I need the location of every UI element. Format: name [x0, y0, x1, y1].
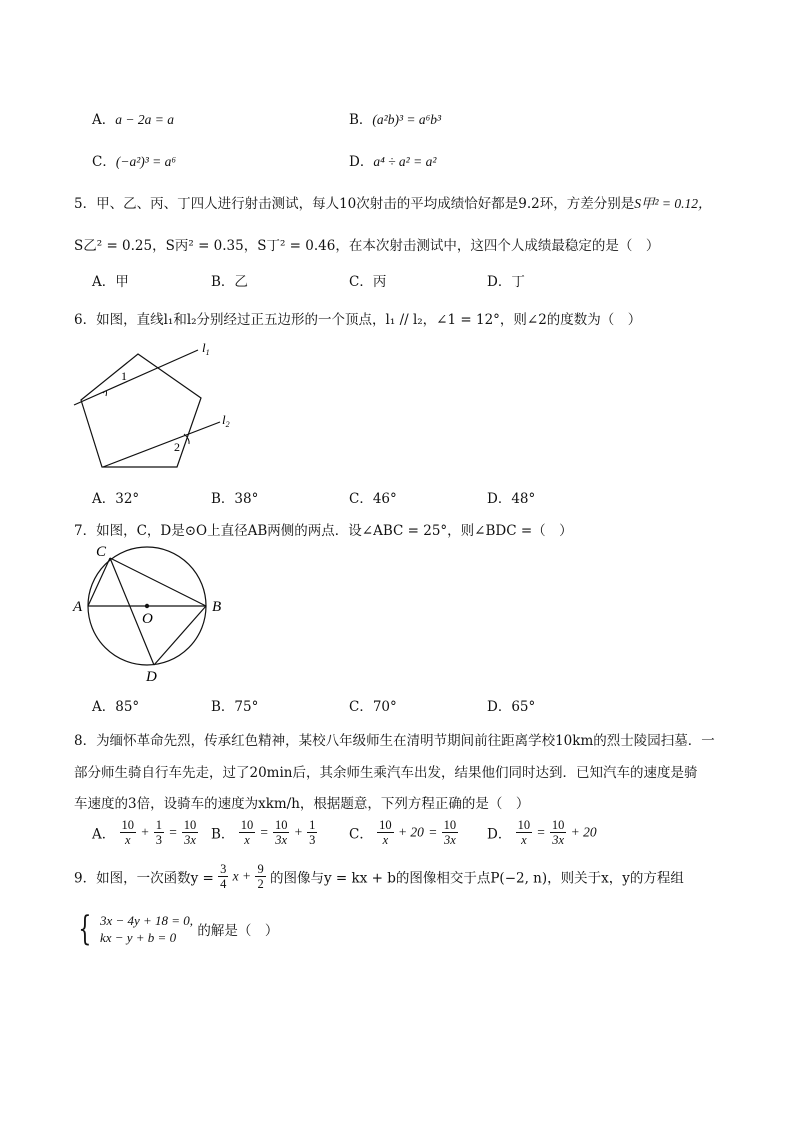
label-l2: $l_2$: [222, 412, 230, 429]
option-label: C．: [92, 154, 116, 170]
q4-option-b[interactable]: [349, 108, 441, 128]
option-expr: (−a²)³ = a⁶: [115, 154, 177, 169]
fraction: $\frac{1}{3}$: [309, 818, 316, 847]
q9-equation-system: [74, 909, 279, 949]
q6-option-b[interactable]: [211, 487, 258, 507]
label-angle2: 2: [174, 440, 180, 454]
q8-option-b[interactable]: [211, 818, 317, 847]
option-label: A．: [92, 826, 116, 843]
fraction: $\frac{3}{4}$: [220, 862, 227, 891]
option-text: 38°: [234, 491, 259, 507]
option-label: B．: [211, 699, 235, 715]
option-text: 丁: [511, 274, 525, 290]
option-text: 85°: [115, 699, 140, 715]
option-text: 70°: [372, 699, 397, 715]
q7-option-a[interactable]: [92, 695, 139, 715]
label-l1: $l_1$: [202, 340, 210, 357]
option-expr: (a²b)³ = a⁶b³: [372, 112, 442, 127]
q9-tail: 的解是（ ）: [197, 923, 279, 939]
fraction: $\frac{9}{2}$: [257, 862, 264, 891]
option-label: C．: [349, 491, 373, 507]
q9-text: 的图像与y = kx + b的图像相交于点P(−2, n)，则关于x，y的方程组: [270, 870, 684, 887]
option-label: B．: [211, 491, 235, 507]
equations: [100, 912, 193, 946]
q7-option-b[interactable]: [211, 695, 258, 715]
fraction: $\frac{10}{x}$: [517, 818, 531, 847]
option-label: D．: [487, 274, 512, 290]
plus-sign: +: [293, 824, 303, 840]
regular-pentagon: [81, 354, 201, 467]
fraction: $\frac{10}{x}$: [379, 818, 392, 847]
option-label: B．: [211, 274, 235, 290]
line-l2: [103, 422, 220, 467]
option-label: C．: [349, 699, 373, 715]
label-angle1: 1: [121, 369, 127, 383]
q7-stem: 7．如图，C，D是⊙O上直径AB两侧的两点．设∠ABC = 25°，则∠BDC =（ ）: [74, 523, 573, 539]
label-a: A: [73, 599, 83, 615]
q4-option-a[interactable]: [92, 108, 174, 128]
option-text: 乙: [234, 274, 248, 290]
fraction: $\frac{10}{3x}$: [443, 818, 457, 847]
option-label: B．: [211, 826, 235, 843]
q8-stem-line2: 部分师生骑自行车先走，过了20min后，其余师生乘汽车出发，结果他们同时达到．已知汽车的速度是骑: [74, 765, 698, 781]
option-label: D．: [349, 154, 374, 170]
q4-option-c[interactable]: [92, 150, 176, 170]
option-text: 75°: [234, 699, 259, 715]
chord-cb: [110, 558, 206, 606]
q6-option-a[interactable]: [92, 487, 139, 507]
q7-option-d[interactable]: [487, 695, 535, 715]
q4-option-d[interactable]: [349, 150, 436, 170]
fraction: $\frac{10}{x}$: [240, 818, 254, 847]
q7-option-c[interactable]: [349, 695, 397, 715]
option-label: C．: [349, 274, 373, 290]
option-label: A．: [92, 699, 116, 715]
option-text: 48°: [511, 491, 536, 507]
q8-option-d[interactable]: [487, 818, 597, 847]
q9-text: 9．如图，一次函数y =: [74, 870, 214, 887]
center-point: [145, 604, 149, 608]
q8-stem-line3: 车速度的3倍，设骑车的速度为xkm/h，根据题意，下列方程正确的是（ ）: [74, 796, 530, 812]
q5-option-a[interactable]: [92, 270, 129, 290]
equals-sign: =: [536, 824, 546, 840]
q7-circle-figure: [68, 541, 238, 684]
fraction: $\frac{10}{x}$: [121, 818, 135, 847]
option-label: A．: [92, 112, 116, 128]
q5-option-d[interactable]: [487, 270, 525, 290]
fraction: $\frac{10}{3x}$: [274, 818, 288, 847]
option-text: 46°: [372, 491, 397, 507]
option-label: A．: [92, 491, 116, 507]
option-text: 丙: [372, 274, 387, 290]
equation-2: kx − y + b = 0: [99, 930, 177, 945]
plus-sign: +: [140, 824, 150, 840]
label-b: B: [212, 599, 222, 615]
option-label: B．: [349, 112, 373, 128]
q5-variance-jia: S甲² = 0.12，: [634, 196, 712, 211]
fraction: $\frac{1}{3}$: [155, 818, 163, 847]
q5-text: 5．甲、乙、丙、丁四人进行射击测试，每人10次射击的平均成绩恰好都是9.2环，方差分别是: [74, 196, 635, 212]
option-label: D．: [487, 491, 512, 507]
plus-twenty: + 20: [570, 824, 597, 840]
label-c: C: [96, 544, 107, 560]
line-l1: [74, 350, 198, 405]
plus-twenty: + 20: [397, 824, 424, 840]
q8-stem-line1: 8．为缅怀革命先烈，传承红色精神，某校八年级师生在清明节期间前往距离学校10km的烈士陵园扫墓．一: [74, 733, 715, 749]
equals-sign: =: [259, 824, 269, 840]
q5-option-c[interactable]: [349, 270, 386, 290]
equals-sign: =: [428, 824, 438, 840]
q8-option-c[interactable]: [349, 818, 458, 847]
label-d: D: [146, 669, 157, 684]
q5-stem-line2: S乙² = 0.25，S丙² = 0.35，S丁² = 0.46，在本次射击测试中，这四个人成绩最稳定的是（ ）: [74, 238, 660, 254]
brace: {: [78, 909, 92, 949]
label-o: O: [142, 611, 153, 627]
option-expr: a⁴ ÷ a² = a²: [373, 154, 437, 169]
q5-option-b[interactable]: [211, 270, 248, 290]
option-label: C．: [349, 826, 373, 843]
option-label: A．: [92, 274, 116, 290]
option-text: 甲: [115, 274, 129, 290]
option-text: 32°: [115, 491, 140, 507]
equals-sign: =: [168, 824, 178, 840]
q5-stem-line1: [74, 192, 712, 212]
q9-stem-line1: [74, 862, 684, 891]
option-expr: a − 2a = a: [115, 112, 174, 127]
q9-text: x +: [232, 868, 252, 884]
fraction: $\frac{10}{3x}$: [183, 818, 197, 847]
equation-1: 3x − 4y + 18 = 0,: [99, 913, 194, 928]
q6-pentagon-figure: [70, 338, 250, 478]
chord-ac: [88, 558, 110, 606]
q6-option-c[interactable]: [349, 487, 397, 507]
q8-option-a[interactable]: [92, 818, 198, 847]
q6-stem: 6．如图，直线l₁和l₂分别经过正五边形的一个顶点，l₁ // l₂，∠1 = 12°，则∠2的度数为（ ）: [74, 312, 642, 328]
fraction: $\frac{10}{3x}$: [551, 818, 565, 847]
option-text: 65°: [511, 699, 536, 715]
option-label: D．: [487, 826, 512, 843]
option-label: D．: [487, 699, 512, 715]
q6-option-d[interactable]: [487, 487, 535, 507]
